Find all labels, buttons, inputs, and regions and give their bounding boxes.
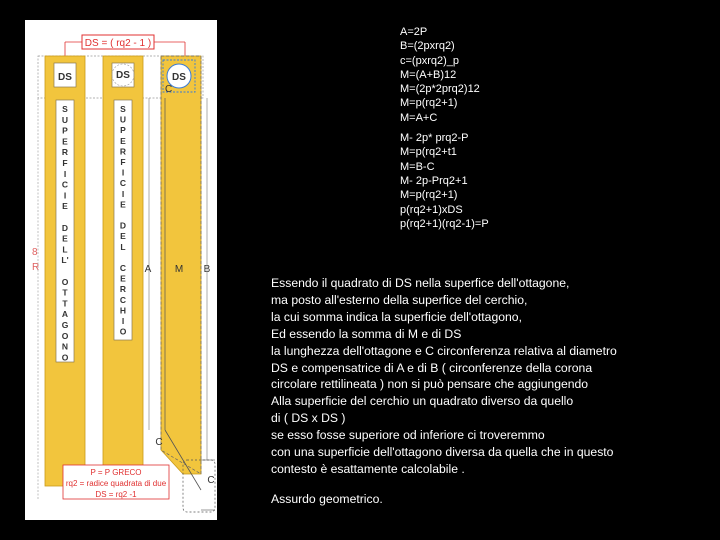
octagon-vertical-text (61, 104, 68, 362)
formula-line: M=p(rq2+1) (400, 97, 458, 110)
formula-line: A=2P (400, 26, 428, 38)
label-c-lower: C (155, 437, 163, 448)
paragraph-line: la lunghezza dell'ottagone e C circonferenza relativa al diametro (271, 343, 617, 358)
vertical-letter: T (62, 287, 68, 298)
formula-block-2 (400, 131, 489, 231)
paragraph-line: la cui somma indica la superficie dell'ottagono, (271, 309, 522, 324)
side-r-label: R (32, 262, 40, 273)
vertical-letter: S (120, 104, 126, 114)
vertical-letter: I (121, 188, 125, 199)
octagon-circle-diagram (25, 20, 217, 520)
vertical-letter: L (62, 244, 68, 255)
formula-line: M=A+C (400, 111, 438, 124)
vertical-letter: E (120, 135, 126, 146)
vertical-letter: L (120, 241, 126, 252)
legend-line-1: P = P GRECO (90, 468, 142, 477)
vertical-letter: F (62, 158, 68, 168)
formula-line: M- 2p* prq2-P (400, 132, 469, 145)
vertical-letter: L' (61, 255, 69, 266)
vertical-letter: I (121, 316, 125, 326)
vertical-letter: S (62, 104, 68, 114)
paragraph-line: di ( DS x DS ) (271, 411, 346, 426)
vertical-letter: F (120, 157, 126, 167)
vertical-letter: C (119, 294, 127, 305)
paragraph-line: con una superficie dell'ottagono diversa da quella che in questo (271, 445, 614, 460)
vertical-letter: E (62, 136, 68, 147)
explanation-paragraph (271, 275, 711, 478)
formula-line: M- 2p-Prq2+1 (400, 174, 468, 187)
label-b: B (203, 264, 211, 275)
vertical-letter: P (120, 125, 126, 136)
vertical-letter: R (61, 147, 69, 158)
paragraph-line: DS e compensatrice di A e di B ( circonferenze della corona (271, 360, 593, 375)
vertical-letter: C (119, 263, 127, 273)
paragraph-line: Alla superficie del cerchio un quadrato diverso da quello (271, 394, 574, 409)
top-formula: DS = ( rq2 - 1 ) (84, 38, 152, 49)
vertical-letter: R (119, 284, 127, 295)
vertical-letter: E (62, 233, 68, 244)
ds-label-3: DS (172, 72, 186, 83)
vertical-letter: R (119, 146, 127, 157)
label-a: A (144, 264, 152, 275)
vertical-letter: N (61, 341, 69, 352)
formula-line: M=B-C (400, 160, 435, 173)
vertical-letter: G (61, 320, 69, 330)
circle-vertical-text (120, 104, 127, 337)
vertical-letter: I (63, 168, 67, 179)
vertical-letter: D (61, 222, 69, 233)
label-c-right: C (207, 475, 215, 486)
legend-line-3: DS = rq2 -1 (95, 490, 137, 499)
formula-line: M=(A+B)12 (400, 68, 457, 81)
vertical-letter: E (62, 201, 68, 212)
vertical-letter: O (61, 276, 69, 287)
formula-line: M=p(rq2+t1 (400, 146, 457, 159)
vertical-letter: C (119, 178, 127, 189)
c-label-top: C (165, 84, 173, 95)
formula-line: B=(2pxrq2) (400, 40, 455, 53)
formula-block-1 (400, 25, 489, 125)
formula-line: M=(2p*2prq2)12 (400, 83, 480, 96)
paragraph-line: Ed essendo la somma di M e di DS (271, 326, 462, 341)
vertical-letter: I (121, 167, 125, 178)
vertical-letter: D (119, 220, 127, 231)
ds-label-1: DS (58, 72, 72, 83)
ds-label-2: DS (116, 70, 130, 81)
vertical-letter: E (120, 231, 126, 242)
paragraph-line: Essendo il quadrato di DS nella superfice dell'ottagone, (271, 276, 570, 290)
vertical-letter: H (119, 305, 127, 316)
formula-line: p(rq2+1)xDS (400, 203, 463, 216)
vertical-letter: U (119, 114, 127, 125)
legend-line-2: rq2 = radice quadrata di due (65, 479, 167, 488)
vertical-letter: P (62, 125, 68, 136)
vertical-letter: C (61, 179, 69, 190)
paragraph-line: circolare rettilineata ) non si può pensare che aggiungendo (271, 377, 589, 392)
diagram-panel (25, 20, 217, 520)
vertical-letter: T (62, 298, 68, 309)
paragraph-line: se esso fosse superiore od inferiore ci troveremmo (271, 428, 545, 443)
label-m: M (174, 264, 184, 275)
vertical-letter: O (119, 326, 127, 337)
vertical-letter: A (61, 309, 69, 320)
vertical-letter: O (61, 352, 69, 363)
formula-line: c=(pxrq2)_p (400, 54, 460, 67)
vertical-letter: O (61, 330, 69, 341)
paragraph-line: ma posto all'esterno della superfice del cerchio, (271, 292, 528, 307)
vertical-letter: E (120, 199, 126, 210)
vertical-letter: E (120, 273, 126, 284)
vertical-letter: U (61, 114, 69, 125)
vertical-letter: I (63, 190, 67, 201)
paragraph-line: contesto è esattamente calcolabile . (271, 461, 465, 476)
formula-line: M=p(rq2+1) (400, 189, 458, 202)
formula-list (400, 25, 489, 231)
conclusion: Assurdo geometrico. (271, 492, 383, 506)
formula-line: p(rq2+1)(rq2-1)=P (400, 217, 489, 230)
side-8-label: 8 (32, 247, 38, 258)
